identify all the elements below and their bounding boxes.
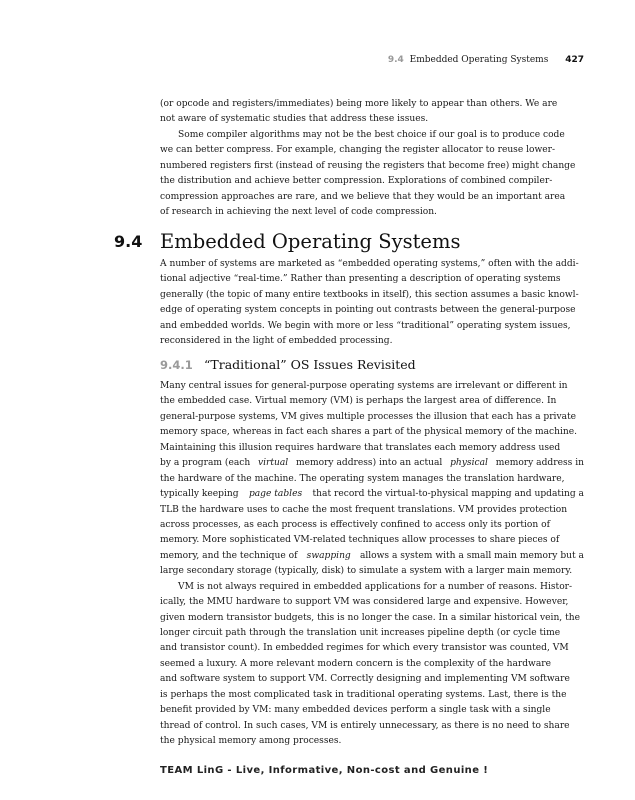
text-line: VM is not always required in embedded applications for a number of reasons. Histor- [178,581,573,592]
text-run: allows a system with a small main memory but a [359,550,584,561]
text-line: numbered registers first (instead of reusing the registers that become free) might change [160,160,576,171]
text-line-with-emphasis [160,487,584,502]
running-head-section-number: 9.4 [387,55,404,65]
text-line: the physical memory among processes. [160,736,342,747]
text-line: TLB the hardware uses to cache the most frequent translations. VM provides protection [160,504,568,515]
text-run: memory address in [495,458,584,469]
text-line: (or opcode and registers/immediates) being more likely to appear than others. We are [160,99,558,109]
text-line: ically, the MMU hardware to support VM was considered large and expensive. However, [160,597,569,608]
subsection-heading [160,357,584,375]
text-line: the distribution and achieve better compression. Explorations of combined compiler- [160,176,553,187]
text-line-with-emphasis [160,456,584,471]
text-line: and embedded worlds. We begin with more or less “traditional” operating system issues, [160,320,571,331]
text-line: A number of systems are marketed as “embedded operating systems,” often with the addi- [160,259,579,269]
page-number: 427 [565,55,584,65]
subsection-number: 9.4.1 [160,358,193,372]
text-line: given modern transistor budgets, this is no longer the case. In a similar historical vein, the [160,612,580,623]
text-line: compression approaches are rare, and we believe that they would be an important area [160,191,566,202]
text-line: the embedded case. Virtual memory (VM) is perhaps the largest area of difference. In [160,396,557,407]
emphasis-term: physical [450,458,488,469]
text-line: and software system to support VM. Correctly designing and implementing VM software [160,674,570,685]
subsection-title: “Traditional” OS Issues Revisited [204,357,416,372]
text-line-with-emphasis [160,549,584,564]
text-run: typically keeping [160,489,239,500]
text-line: general-purpose systems, VM gives multiple processes the illusion that each has a private [160,411,577,422]
text-line: tional adjective “real-time.” Rather than presenting a description of operating systems [160,274,561,285]
text-line: of research in achieving the next level of code compression. [160,207,437,218]
text-line: generally (the topic of many entire textbooks in itself), this section assumes a basic knowl- [160,289,579,300]
text-line: longer circuit path through the translation unit increases pipeline depth (or cycle time [160,628,561,638]
text-line: we can better compress. For example, changing the register allocator to reuse lower- [160,145,556,156]
section-heading [114,230,584,256]
text-line: thread of control. In such cases, VM is entirely unnecessary, as there is no need to share [160,720,570,731]
paragraph-block-code-compression [160,97,584,221]
text-run: that record the virtual-to-physical mapping and updating a [312,489,584,500]
text-line: across processes, as each process is effectively confined to access only its portion of [160,519,550,530]
text-line: memory space, whereas in fact each shares a part of the physical memory of the machine. [160,427,578,438]
text-line: benefit provided by VM: many embedded devices perform a single task with a single [160,705,551,716]
text-line: and transistor count). In embedded regimes for which every transistor was counted, VM [160,643,569,654]
text-line: Maintaining this illusion requires hardware that translates each memory address used [160,442,561,453]
text-line: edge of operating system concepts in pointing out contrasts between the general-purpose [160,305,576,316]
paragraph-block-vm [160,379,584,750]
emphasis-term: swapping [306,550,351,561]
section-number: 9.4 [114,232,143,251]
text-line: the hardware of the machine. The operating system manages the translation hardware, [160,473,565,484]
emphasis-term: page tables [248,489,303,500]
paragraph-block-intro [160,257,584,350]
text-line: is perhaps the most complicated task in traditional operating systems. Last, there is the [160,689,567,700]
running-head-title: Embedded Operating Systems [409,55,549,65]
footer-watermark: TEAM LinG - Live, Informative, Non-cost and Genuine ! [160,765,489,776]
emphasis-term: virtual [257,458,289,469]
text-line: seemed a luxury. A more relevant modern concern is the complexity of the hardware [160,658,551,669]
text-line: memory. More sophisticated VM-related techniques allow processes to share pieces of [160,535,560,546]
text-line: Some compiler algorithms may not be the best choice if our goal is to produce code [178,129,565,140]
text-line: Many central issues for general-purpose operating systems are irrelevant or different in [160,381,568,391]
text-line: large secondary storage (typically, disk) to simulate a system with a larger main memory. [160,566,573,577]
text-line: reconsidered in the light of embedded processing. [160,336,393,347]
section-title: Embedded Operating Systems [160,230,461,253]
running-head [160,54,584,66]
text-run: memory address) into an actual [295,458,443,469]
text-line: not aware of systematic studies that address these issues. [160,114,429,125]
text-run: memory, and the technique of [160,550,298,561]
text-run: by a program (each [160,458,251,469]
